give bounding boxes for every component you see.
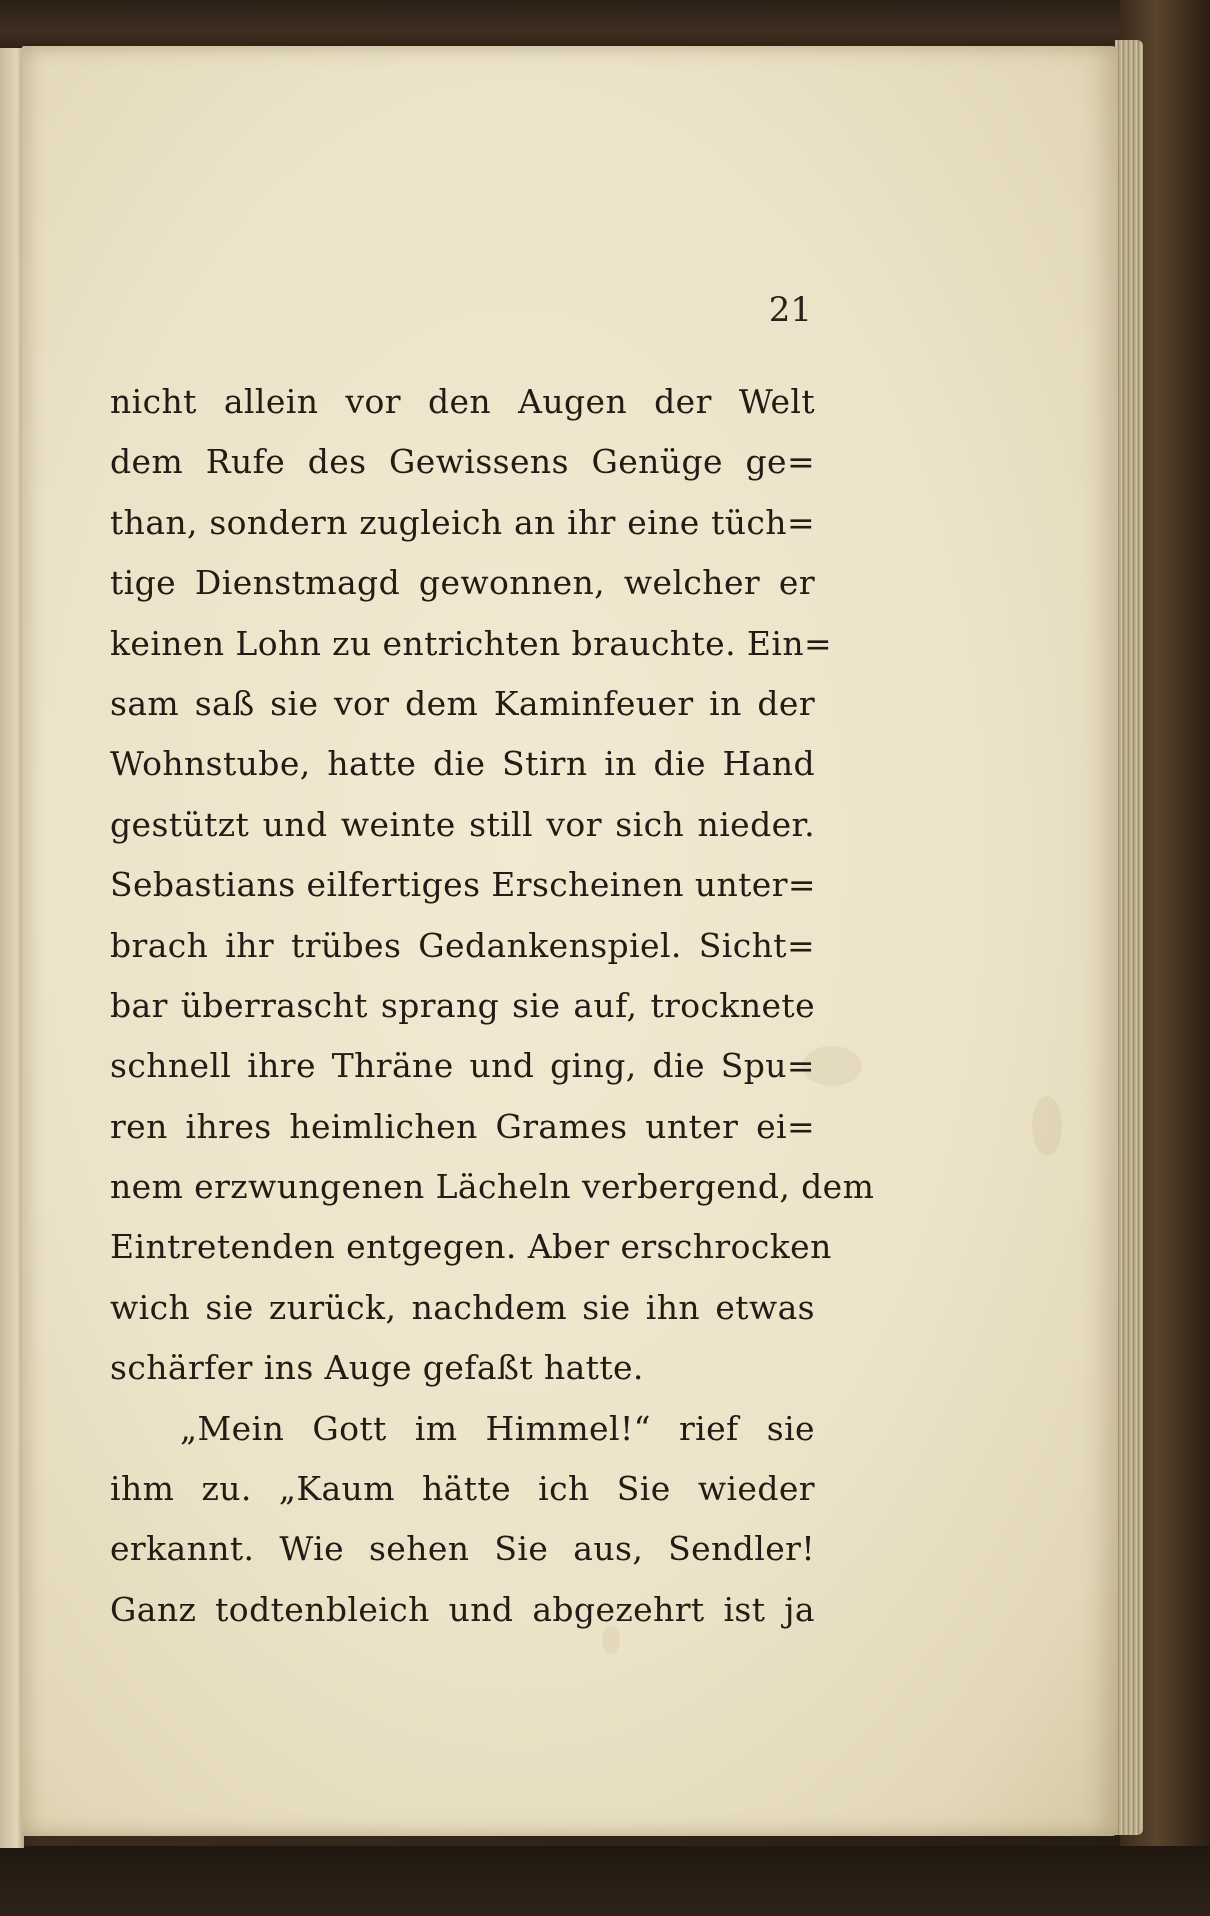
text-line: tige Dienstmagd gewonnen, welcher er (110, 563, 815, 603)
text-line-paragraph-start: „Mein Gott im Himmel!“ rief sie (180, 1408, 815, 1448)
text-line: erkannt. Wie sehen Sie aus, Sendler! (110, 1529, 815, 1569)
text-line: brach ihr trübes Gedankenspiel. Sicht= (110, 925, 815, 965)
text-line: bar überrascht sprang sie auf, trocknete (110, 985, 815, 1025)
text-line: Sebastians eilfertiges Erscheinen unter= (110, 865, 816, 905)
text-line: keinen Lohn zu entrichten brauchte. Ein= (110, 623, 833, 663)
text-line: Eintretenden entgegen. Aber erschrocken (110, 1227, 832, 1267)
page-stack-edges (1115, 40, 1143, 1835)
paper-stain (1032, 1096, 1062, 1156)
text-line: than, sondern zugleich an ihr eine tüch= (110, 502, 815, 542)
text-line: Wohnstube, hatte die Stirn in die Hand (110, 744, 815, 784)
text-line: ren ihres heimlichen Grames unter ei= (110, 1106, 815, 1146)
text-line: nicht allein vor den Augen der Welt (110, 382, 815, 421)
text-line-paragraph-end: schärfer ins Auge gefaßt hatte. (110, 1348, 644, 1388)
text-line: wich sie zurück, nachdem sie ihn etwas (110, 1287, 815, 1327)
facing-page-edge (0, 48, 24, 1848)
text-line: schnell ihre Thräne und ging, die Spu= (110, 1046, 815, 1086)
text-line: nem erzwungenen Lächeln verbergend, dem (110, 1167, 875, 1207)
page-body-text (110, 372, 875, 1640)
text-line: gestützt und weinte still vor sich nieder. (110, 804, 815, 844)
text-line: sam saß sie vor dem Kaminfeuer in der (110, 683, 815, 723)
book-cover-top-edge (0, 0, 1210, 52)
page-number: 21 (768, 290, 812, 330)
text-line: dem Rufe des Gewissens Genüge ge= (110, 442, 815, 482)
text-line: ihm zu. „Kaum hätte ich Sie wieder (110, 1469, 815, 1509)
book-cover-bottom-edge (0, 1846, 1210, 1916)
text-line: Ganz todtenbleich und abgezehrt ist ja (110, 1589, 815, 1629)
